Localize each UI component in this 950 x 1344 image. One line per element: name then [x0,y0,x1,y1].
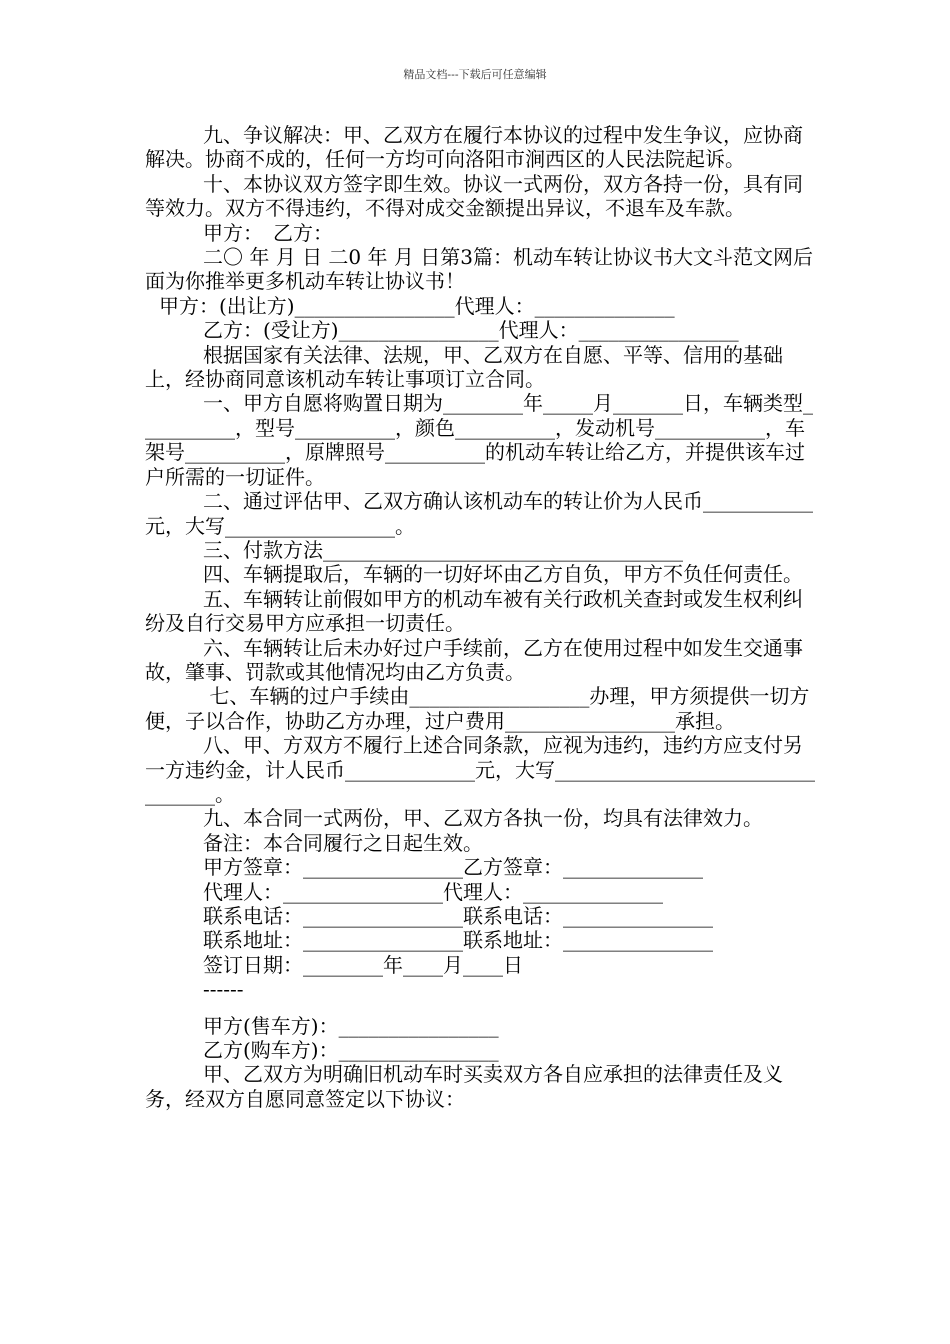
paragraph: 乙方(购车方)：________________ [203,1038,499,1063]
paragraph: 二〇 年 月 日 二0 年 月 日第3篇：机动车转让协议书大文斗范文网后面为你推举更多机动车转让协议书！ [145,245,813,294]
spacer [145,1002,815,1014]
paragraph: 签订日期：________年____月____日 [203,952,523,977]
paragraph: 代理人：________________代理人：______________ [203,879,663,904]
paragraph: 甲、乙双方为明确旧机动车时买卖双方各自应承担的法律责任及义务，经双方自愿同意签定以下协议： [145,1062,783,1111]
paragraph: 甲方签章：________________乙方签章：______________ [203,855,703,880]
paragraph: 甲方(售车方)：________________ [203,1013,499,1038]
paragraph: 根据国家有关法律、法规，甲、乙双方在自愿、平等、信用的基础上，经协商同意该机动车转让事项订立合同。 [145,342,783,392]
paragraph: 甲方： 乙方： [203,220,333,245]
paragraph: 联系地址：________________联系地址：_______________ [203,928,713,953]
paragraph: 九、争议解决：甲、乙双方在履行本协议的过程中发生争议，应协商解决。协商不成的，任何一方均可向洛阳市涧西区的人民法院起诉。 [145,123,803,172]
paragraph: 六、车辆转让后未办好过户手续前，乙方在使用过程中如发生交通事故，肇事、罚款或其他情况均由乙方负责。 [145,635,803,684]
paragraph: 甲方：(出让方)________________代理人：______________ [159,293,675,318]
paragraph: 二、通过评估甲、乙双方确认该机动车的转让价为人民币___________元，大写_________________。 [145,489,813,538]
paragraph: ------ [203,977,244,1002]
paragraph: 四、车辆提取后，车辆的一切好坏由乙方自负，甲方不负任何责任。 [203,562,803,587]
paragraph: 八、甲、方双方不履行上述合同条款，应视为违约，违约方应支付另一方违约金，计人民币_____________元，大写_________________________________。 [145,733,815,806]
paragraph: 七、车辆的过户手续由__________________办理，甲方须提供一切方便，子以合作，协助乙方办理，过户费用_________________承担。 [145,684,810,733]
page-header: 精品文档---下载后可任意编辑 [403,68,547,81]
paragraph: 五、车辆转让前假如甲方的机动车被有关行政机关查封或发生权利纠纷及自行交易甲方应承担一切责任。 [145,586,803,636]
paragraph: 乙方：(受让方)________________代理人：________________ [203,318,739,343]
document-body [145,123,815,1111]
paragraph: 三、付款方法____________________________________ [203,537,683,562]
paragraph: 备注：本合同履行之日起生效。 [203,830,483,855]
paragraph: 九、本合同一式两份，甲、乙双方各执一份，均具有法律效力。 [203,806,763,831]
paragraph: 联系电话：________________联系电话：_______________ [203,904,713,928]
paragraph: 一、甲方自愿将购置日期为________年_____月_______日，车辆类型__________，型号__________，颜色__________，发动机号___________，车架号__________，原牌照号__________的机动车转让给乙方，并提供该车过户所需的一切证件。 [145,391,813,489]
paragraph: 十、本协议双方签字即生效。协议一式两份，双方各持一份，具有同等效力。双方不得违约，不得对成交金额提出异议，不退车及车款。 [145,171,803,221]
